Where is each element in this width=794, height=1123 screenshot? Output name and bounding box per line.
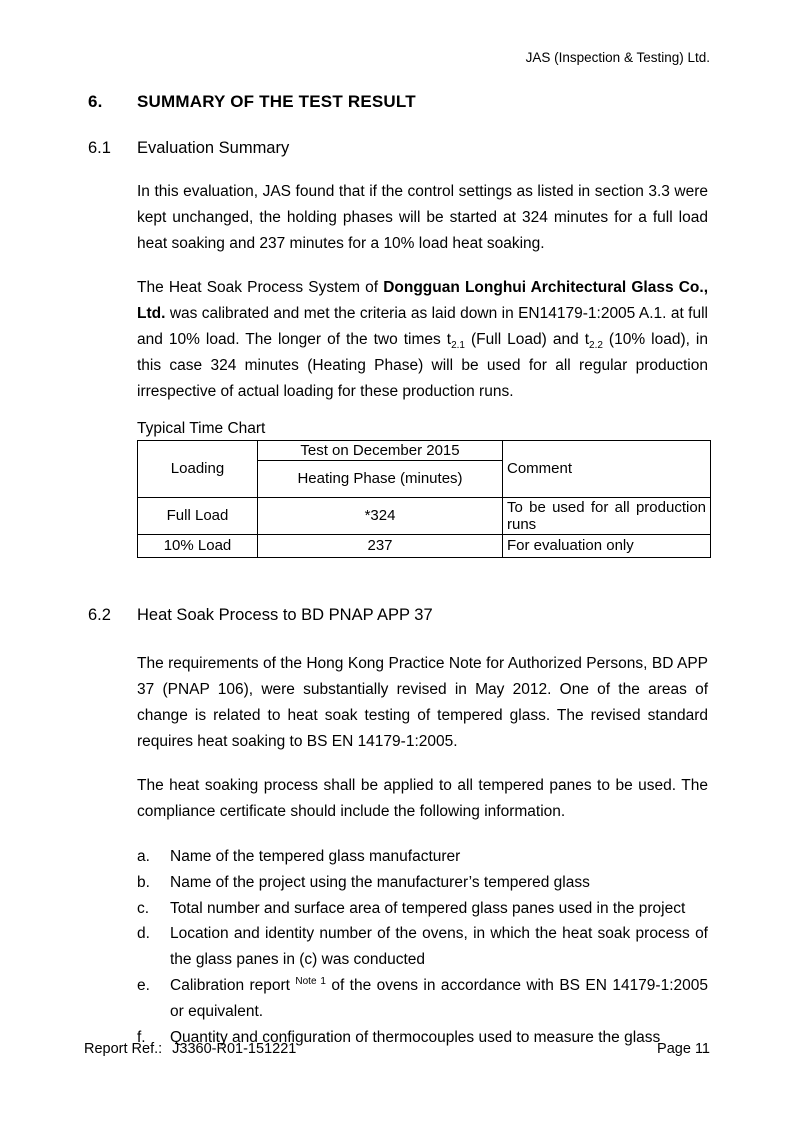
list-item <box>137 844 708 870</box>
list-e-seg1: Calibration report <box>170 976 296 994</box>
company-header: JAS (Inspection & Testing) Ltd. <box>525 50 710 65</box>
list-text: Name of the tempered glass manufacturer <box>170 848 461 865</box>
table-row <box>138 535 711 558</box>
section-6-2-heading <box>88 606 710 625</box>
list-letter: b. <box>137 873 150 891</box>
list-letter: f. <box>137 1028 146 1046</box>
list-item <box>137 973 708 1025</box>
report-ref-value: J3360-R01-151221 <box>172 1041 297 1057</box>
list-letter: c. <box>137 899 150 917</box>
page-number: Page 11 <box>657 1041 710 1057</box>
cell-comment-full: To be used for all production runs <box>503 498 711 535</box>
list-text <box>170 973 708 1025</box>
pnap-paragraph-2: The heat soaking process shall be applied to all tempered panes to be used. The compliance certificate should include the following information. <box>137 777 708 820</box>
evaluation-paragraph-2 <box>137 275 708 405</box>
typical-time-chart-table <box>137 440 711 558</box>
cell-loading-10: 10% Load <box>138 535 258 558</box>
list-e-seg2: of the ovens in accordance with BS EN 14179-1:2005 or equivalent. <box>170 976 708 1020</box>
section-6-1-title: Evaluation Summary <box>137 139 290 157</box>
section-6-heading <box>88 92 710 112</box>
list-text: Total number and surface area of tempered glass panes used in the project <box>170 899 686 917</box>
section-6-number: 6. <box>88 92 103 111</box>
header-heating-phase: Heating Phase (minutes) <box>258 461 503 498</box>
note-1-superscript: Note 1 <box>295 975 326 987</box>
header-test-date: Test on December 2015 <box>258 441 503 461</box>
page-footer <box>84 1040 710 1058</box>
para2-seg3: (Full Load) and t <box>465 331 590 348</box>
section-6-2-number: 6.2 <box>88 606 111 624</box>
para2-seg4: (10% load), in this case 324 minutes (Heating Phase) will be used for all regular production irrespective of actual loading for these production runs. <box>137 331 708 400</box>
para2-seg2: was calibrated and met the criteria as laid down in EN14179-1:2005 A.1. at full and 10% load. The longer of the two times t <box>137 305 708 348</box>
compliance-info-list <box>137 844 708 1050</box>
cell-loading-full: Full Load <box>138 498 258 535</box>
list-item <box>137 921 708 973</box>
time-subscript-2: 2.2 <box>589 340 603 352</box>
report-ref <box>84 1040 296 1058</box>
pnap-paragraph-1: The requirements of the Hong Kong Practice Note for Authorized Persons, BD APP 37 (PNAP 106), were substantially revised in May 2012. One of the areas of change is related to heat soak testing of tempered glass. The revised standard requires heat soaking to BS EN 14179-1:2005. <box>137 655 708 750</box>
cell-value-full: *324 <box>258 498 503 535</box>
cell-comment-10: For evaluation only <box>503 535 711 558</box>
section-6-1-number: 6.1 <box>88 139 111 157</box>
section-6-1-heading <box>88 139 710 158</box>
section-6-title: SUMMARY OF THE TEST RESULT <box>137 92 416 111</box>
company-name-bold: Dongguan Longhui Architectural Glass Co., Ltd. <box>137 279 708 322</box>
list-text: Name of the project using the manufacturer’s tempered glass <box>170 873 590 891</box>
list-item <box>137 870 708 896</box>
list-letter: e. <box>137 976 150 994</box>
table-row <box>138 498 711 535</box>
para2-seg1: The Heat Soak Process System of <box>137 279 384 296</box>
time-subscript-1: 2.1 <box>451 340 465 352</box>
list-item <box>137 896 708 922</box>
list-text: Quantity and configuration of thermocouples used to measure the glass <box>170 1028 661 1046</box>
cell-value-10: 237 <box>258 535 503 558</box>
section-6-2-title: Heat Soak Process to BD PNAP APP 37 <box>137 606 433 624</box>
report-ref-label: Report Ref.: <box>84 1041 163 1057</box>
list-letter: a. <box>137 848 150 865</box>
table-caption: Typical Time Chart <box>137 420 266 437</box>
table-header-row <box>138 441 711 461</box>
header-loading: Loading <box>138 441 258 498</box>
list-text: Location and identity number of the ovens, in which the heat soak process of the glass panes in (c) was conducted <box>170 925 708 969</box>
list-letter: d. <box>137 925 150 943</box>
evaluation-paragraph-1: In this evaluation, JAS found that if the control settings as listed in section 3.3 were kept unchanged, the holding phases will be started at 324 minutes for a full load heat soaking and 237 minutes for a 10% load heat soaking. <box>137 183 708 252</box>
header-comment: Comment <box>503 441 711 498</box>
